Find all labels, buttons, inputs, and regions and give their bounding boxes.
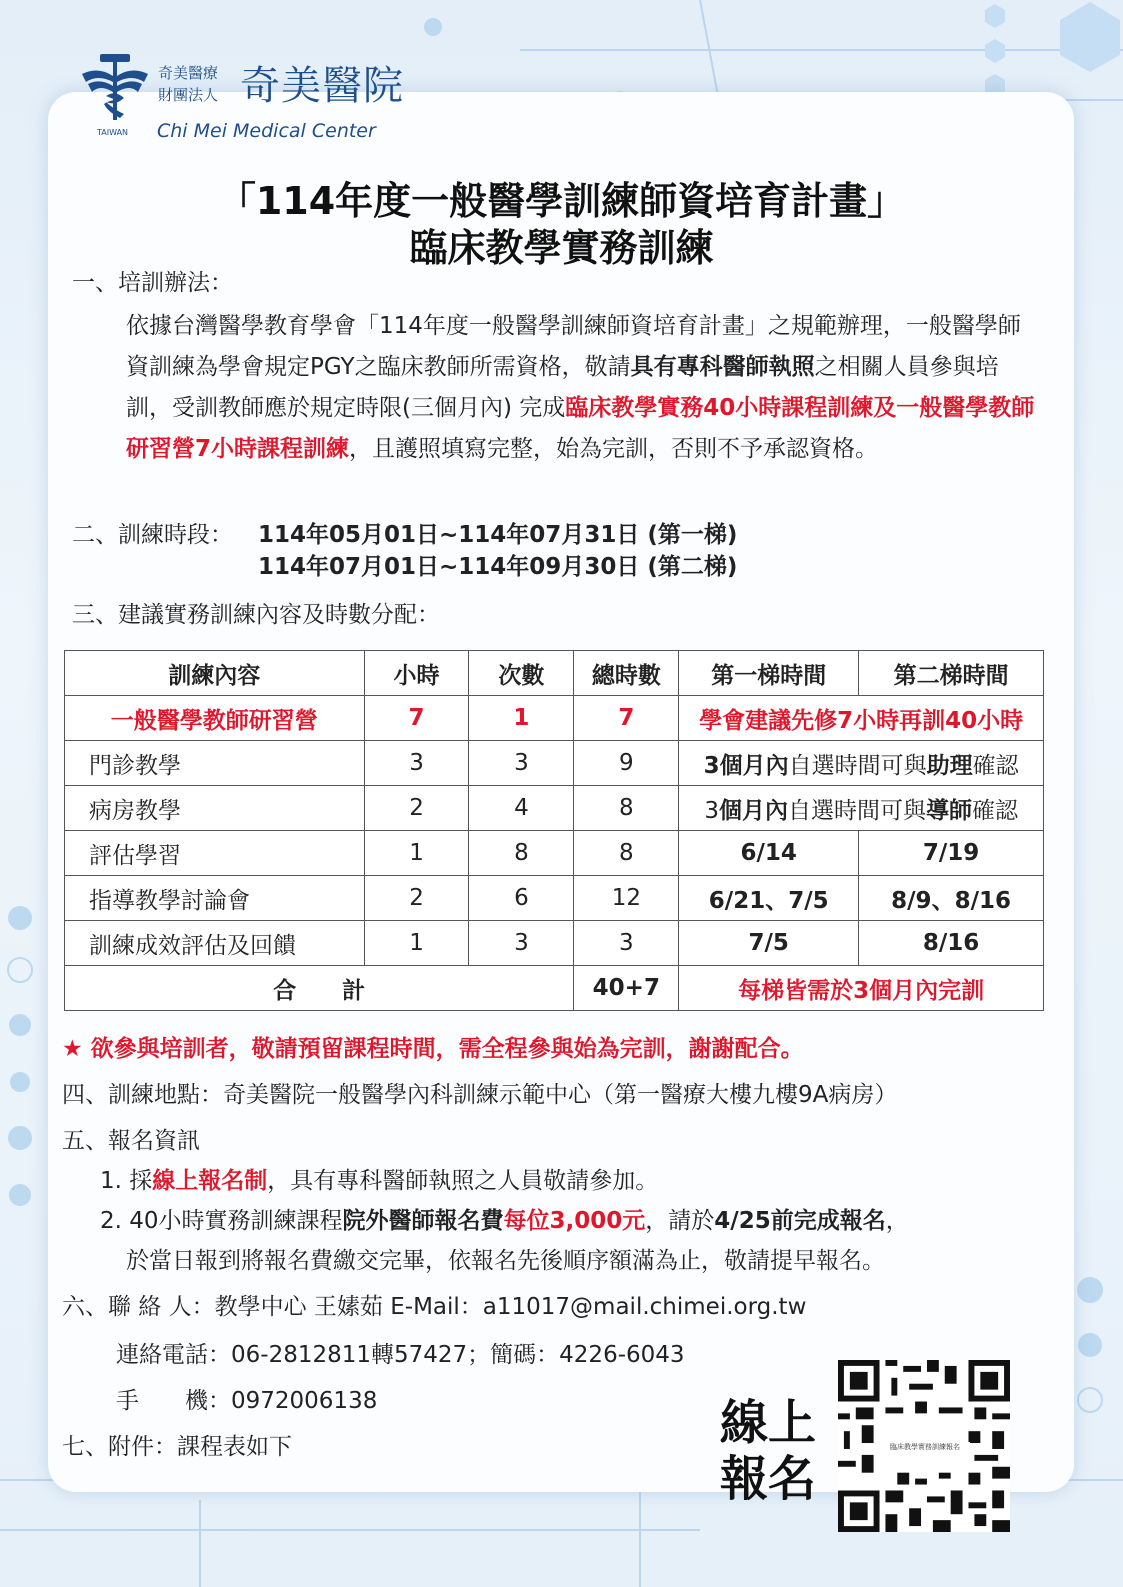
course-note: 3個月內自選時間可與導師確認 (679, 786, 1044, 831)
table-row: 病房教學 2 4 8 3個月內自選時間可與導師確認 (65, 786, 1044, 831)
page-title: 「114年度一般醫學訓練師資培育計畫」 (217, 179, 906, 223)
course-note: 學會建議先修7小時再訓40小時 (679, 696, 1044, 741)
table-header: 第一梯時間 (679, 651, 859, 696)
course-name: 評估學習 (65, 831, 365, 876)
section5-heading: 五、報名資訊 (62, 1128, 200, 1154)
training-hours-table (64, 650, 1044, 1011)
section3-heading: 三、建議實務訓練內容及時數分配： (72, 602, 440, 628)
table-header: 第二梯時間 (859, 651, 1044, 696)
registration-item-1: 1. 採線上報名制，具有專科醫師執照之人員敬請參加。 (100, 1168, 659, 1194)
table-header: 次數 (469, 651, 574, 696)
section1-heading: 一、培訓辦法： (72, 270, 233, 296)
registration-item-2: 2. 40小時實務訓練課程院外醫師報名費每位3,000元，請於4/25前完成報名， (100, 1208, 909, 1234)
table-row: 指導教學討論會 2 6 12 6/21、7/5 8/9、8/16 (65, 876, 1044, 921)
registration-item-2-cont: 於當日報到將報名費繳交完畢，依報名先後順序額滿為止，敬請提早報名。 (126, 1248, 885, 1274)
session2-date: 8/9、8/16 (859, 876, 1044, 921)
section4-location: 四、訓練地點：奇美醫院一般醫學內科訓練示範中心（第一醫療大樓九樓9A病房） (62, 1082, 898, 1108)
table-header-row (65, 651, 1044, 696)
attendance-notice: ★ 欲參與培訓者，敬請預留課程時間，需全程參與始為完訓，謝謝配合。 (62, 1036, 804, 1062)
training-period-1: 114年05月01日~114年07月31日 (第一梯) (258, 522, 738, 548)
org-name: 奇美醫療 財團法人 (158, 64, 219, 104)
session2-date: 8/16 (859, 921, 1044, 966)
section1-paragraph: 依據台灣醫學教育學會「114年度一般醫學訓練師資培育計畫」之規範辦理，一般醫學師資訓練為學會規定PGY之臨床教師所需資格，敬請具有專科醫師執照之相關人員參與培訓，受訓教師應於規定時限(三個月內) 完成臨床教學實務40小時課程訓練及一般醫學教師研習營7小時課程訓練，且護照填寫完整，始為完訓，否則不予承認資格。 (126, 313, 1035, 462)
table-row: 門診教學 3 3 9 3個月內自選時間可與助理確認 (65, 741, 1044, 786)
qr-caption: 臨床教學實務訓練報名 (880, 1442, 970, 1452)
chi-mei-logo (80, 52, 420, 147)
sum-label: 合 計 (65, 966, 574, 1011)
caduceus-emblem-icon (80, 52, 150, 132)
emblem-taiwan-label: TAIWAN (97, 128, 129, 137)
section2-heading: 二、訓練時段： (72, 522, 233, 548)
sum-note: 每梯皆需於3個月內完訓 (679, 966, 1044, 1011)
online-registration-label: 線上報名 (720, 1395, 817, 1507)
page-subtitle: 臨床教學實務訓練 (409, 226, 714, 270)
section7-attachment: 七、附件：課程表如下 (62, 1434, 292, 1460)
brand-name: 奇美醫院 (240, 63, 404, 109)
course-name: 病房教學 (65, 786, 365, 831)
contact-mobile: 手 機：0972006138 (116, 1388, 378, 1414)
contact-person: 六、聯 絡 人：教學中心 王嫊茹 E-Mail：a11017@mail.chimei.org.tw (62, 1294, 807, 1320)
training-period-2: 114年07月01日~114年09月30日 (第二梯) (258, 554, 738, 580)
table-row: 訓練成效評估及回饋 1 3 3 7/5 8/16 (65, 921, 1044, 966)
session1-date: 7/5 (679, 921, 859, 966)
course-note: 3個月內自選時間可與助理確認 (679, 741, 1044, 786)
table-sum-row (65, 966, 1044, 1011)
table-row: 評估學習 1 8 8 6/14 7/19 (65, 831, 1044, 876)
table-header: 小時 (364, 651, 469, 696)
course-name: 指導教學討論會 (65, 876, 365, 921)
sum-total: 40+7 (574, 966, 679, 1011)
course-name: 一般醫學教師研習營 (65, 696, 365, 741)
course-name: 門診教學 (65, 741, 365, 786)
session1-date: 6/21、7/5 (679, 876, 859, 921)
session2-date: 7/19 (859, 831, 1044, 876)
table-header: 總時數 (574, 651, 679, 696)
table-header: 訓練內容 (65, 651, 365, 696)
brand-english-name: Chi Mei Medical Center (157, 120, 376, 142)
course-name: 訓練成效評估及回饋 (65, 921, 365, 966)
session1-date: 6/14 (679, 831, 859, 876)
table-row: 一般醫學教師研習營 7 1 7 學會建議先修7小時再訓40小時 (65, 696, 1044, 741)
contact-phone: 連絡電話：06-2812811轉57427；簡碼：4226-6043 (116, 1342, 685, 1368)
